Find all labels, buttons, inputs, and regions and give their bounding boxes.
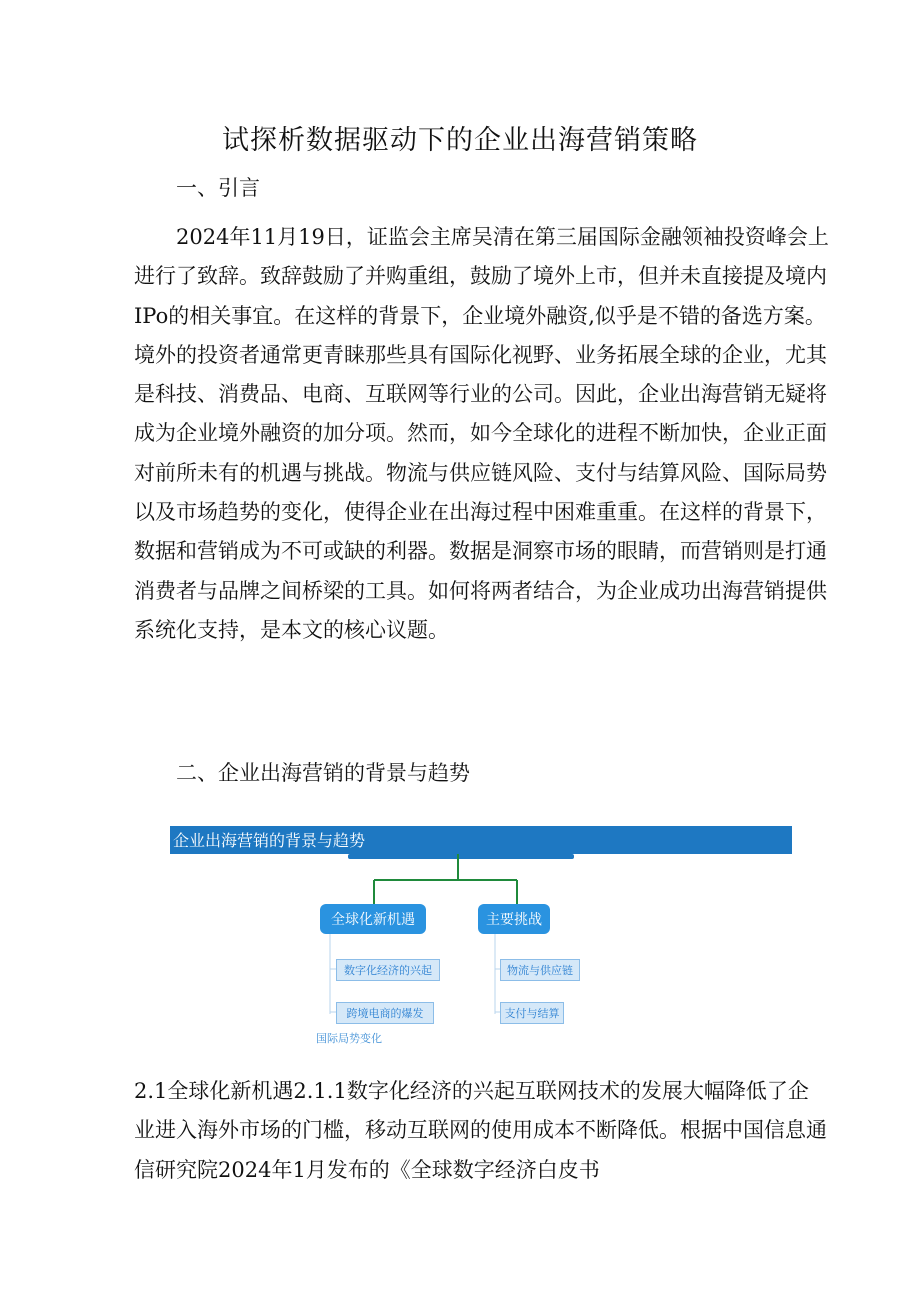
body-line: 2.1全球化新机遇2.1.1数字化经济的兴起互联网技术的发展大幅降低了企 xyxy=(134,1079,809,1103)
document-title: 试探析数据驱动下的企业出海营销策略 xyxy=(222,125,698,156)
leaf-logistics-supply-chain: 物流与供应链 xyxy=(500,959,580,981)
intro-line: 消费者与品牌之间桥梁的工具。如何将两者结合，为企业成功出海营销提供 xyxy=(134,578,827,603)
mind-map-diagram xyxy=(170,826,792,1048)
node-main-challenges: 主要挑战 xyxy=(478,904,550,934)
intro-line: 境外的投资者通常更青睐那些具有国际化视野、业务拓展全球的企业，尤其 xyxy=(134,342,827,367)
root-node-stub xyxy=(348,854,574,859)
diagram-connectors xyxy=(170,826,792,1048)
intro-line: 2024年11月19日，证监会主席吴清在第三届国际金融领袖投资峰会上 xyxy=(176,225,829,249)
leaf-digital-economy: 数字化经济的兴起 xyxy=(336,959,440,981)
leaf-payment-settlement: 支付与结算 xyxy=(500,1002,564,1024)
intro-line: IPo的相关事宜。在这样的背景下，企业境外融资,似乎是不错的备选方案。 xyxy=(134,303,826,328)
node-global-opportunity: 全球化新机遇 xyxy=(320,904,426,934)
intro-line: 是科技、消费品、电商、互联网等行业的公司。因此，企业出海营销无疑将 xyxy=(134,382,827,407)
section-heading-intro: 一、引言 xyxy=(176,176,260,200)
body-line: 业进入海外市场的门槛，移动互联网的使用成本不断降低。根据中国信息通 xyxy=(134,1118,827,1143)
intro-paragraph xyxy=(134,218,829,650)
diagram-caption: 国际局势变化 xyxy=(316,1032,382,1045)
intro-line: 系统化支持，是本文的核心议题。 xyxy=(134,617,449,642)
body-paragraph xyxy=(134,1072,827,1190)
diagram-banner-title: 企业出海营销的背景与趋势 xyxy=(173,831,366,850)
intro-line: 对前所未有的机遇与挑战。物流与供应链风险、支付与结算风险、国际局势 xyxy=(134,460,827,485)
intro-line: 成为企业境外融资的加分项。然而，如今全球化的进程不断加快，企业正面 xyxy=(134,421,827,446)
intro-line: 以及市场趋势的变化，使得企业在出海过程中困难重重。在这样的背景下， xyxy=(134,500,827,525)
intro-line: 数据和营销成为不可或缺的利器。数据是洞察市场的眼睛，而营销则是打通 xyxy=(134,539,827,564)
intro-line: 进行了致辞。致辞鼓励了并购重组，鼓励了境外上市，但并未直接提及境内 xyxy=(134,264,827,289)
section-heading-background: 二、企业出海营销的背景与趋势 xyxy=(176,761,470,785)
leaf-cross-border-ecommerce: 跨境电商的爆发 xyxy=(336,1002,434,1024)
body-line: 信研究院2024年1月发布的《全球数字经济白皮书 xyxy=(134,1157,600,1182)
